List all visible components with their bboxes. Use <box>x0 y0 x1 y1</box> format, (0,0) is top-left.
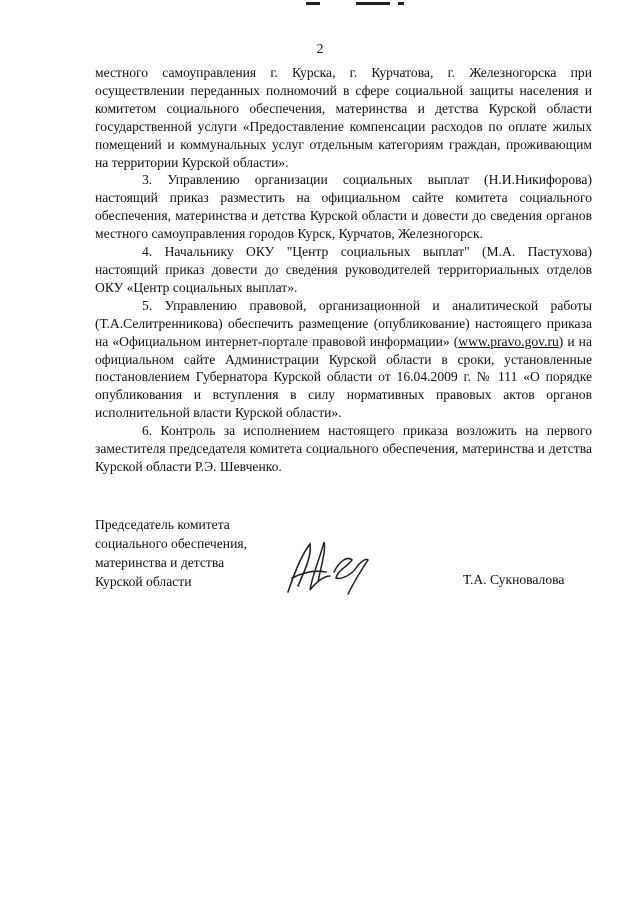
pravo-gov-link[interactable]: www.pravo.gov.ru <box>458 333 559 349</box>
signer-name: Т.А. Сукновалова <box>463 572 565 587</box>
paragraph-item-5-end: ) и на официальном сайте Администрации Курской области в сроки, установленные постановлением Губернатора Курской области от 16.04.2009 г. № 111 «О порядке опубликования и вступления в силу нормативных правовых актов органов исполнительной власти Курской области». <box>95 333 592 421</box>
paragraph-item-5 <box>95 297 592 422</box>
paragraph-item-3: 3. Управлению организации социальных выплат (Н.И.Никифорова) настоящий приказ разместить на официальном сайте комитета социального обеспечения, материнства и детства Курской области и довести до сведения органов местного самоуправления городов Курск, Курчатов, Железногорск. <box>95 172 592 242</box>
paragraph-item-6: 6. Контроль за исполнением настоящего приказа возложить на первого заместителя председателя комитета социального обеспечения, материнства и детства Курской области Р.Э. Шевченко. <box>95 423 592 474</box>
signatory-title-line: социального обеспечения, <box>95 536 248 551</box>
signatory-title-line: Курской области <box>95 574 192 589</box>
page-number: 2 <box>316 41 324 56</box>
paragraph-item-4: 4. Начальнику ОКУ "Центр социальных выплат" (М.А. Пастухова) настоящий приказ довести до сведения руководителей территориальных отделов ОКУ «Центр социальных выплат». <box>95 244 592 295</box>
paragraph-continuation: местного самоуправления г. Курска, г. Курчатова, г. Железногорска при осуществлении переданных полномочий в сфере социальной защиты населения и комитетом социального обеспечения, материнства и детства Курской области государственной услуги «Предоставление компенсации расходов по оплате жилых помещений и коммунальных услуг отдельным категориям граждан, проживающим на территории Курской области». <box>95 65 592 170</box>
top-scan-marks <box>300 0 420 8</box>
paragraph-item-5-start: 5. Управлению правовой, организационной и аналитической работы (Т.А.Селитренникова) обеспечить размещение (опубликование) настоящего приказа на «Официальном интернет-портале правовой информации» ( <box>95 297 592 349</box>
signatory-title-line: Председатель комитета <box>95 517 230 532</box>
signatory-title-line: материнства и детства <box>95 555 225 570</box>
signatory-title <box>95 515 285 591</box>
handwritten-signature <box>282 532 372 602</box>
document-body <box>95 64 592 476</box>
